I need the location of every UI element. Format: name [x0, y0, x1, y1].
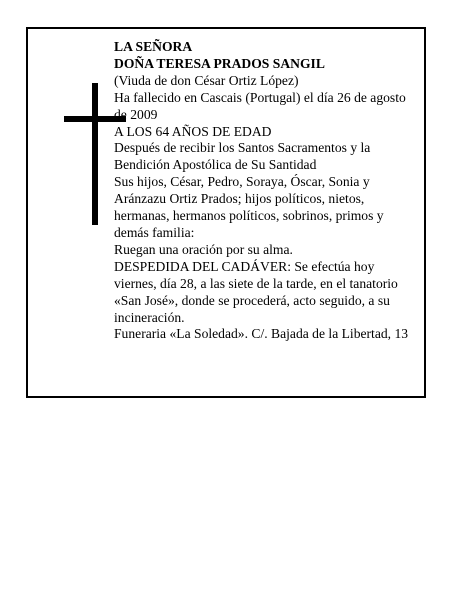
widow-note: (Viuda de don César Ortiz López) — [114, 72, 299, 88]
deceased-name: DOÑA TERESA PRADOS SANGIL — [114, 55, 325, 71]
sacraments-line: Después de recibir los Santos Sacramentos y la Bendición Apostólica de Su Santidad — [114, 140, 371, 173]
funeral-home-line: Funeraria «La Soledad». C/. Bajada de la Libertad, 13 — [114, 326, 409, 342]
death-line: Ha fallecido en Cascais (Portugal) el día 26 de agosto de 2009 — [114, 89, 406, 122]
age-line: A LOS 64 AÑOS DE EDAD — [114, 123, 272, 139]
cross-vertical-bar — [92, 83, 98, 225]
prayer-line: Ruegan una oración por su alma. — [114, 241, 293, 257]
obituary-text — [114, 39, 414, 343]
farewell-line: DESPEDIDA DEL CADÁVER: Se efectúa hoy viernes, día 28, a las siete de la tarde, en el tanatorio «San José», donde se procederá, acto seguido, a su incineración. — [114, 258, 398, 325]
family-line: Sus hijos, César, Pedro, Soraya, Óscar, Sonia y Aránzazu Ortiz Prados; hijos políticos, nietos, hermanas, hermanos políticos, sobrinos, primos y demás familia: — [114, 174, 384, 240]
notice-title: LA SEÑORA — [114, 39, 193, 54]
